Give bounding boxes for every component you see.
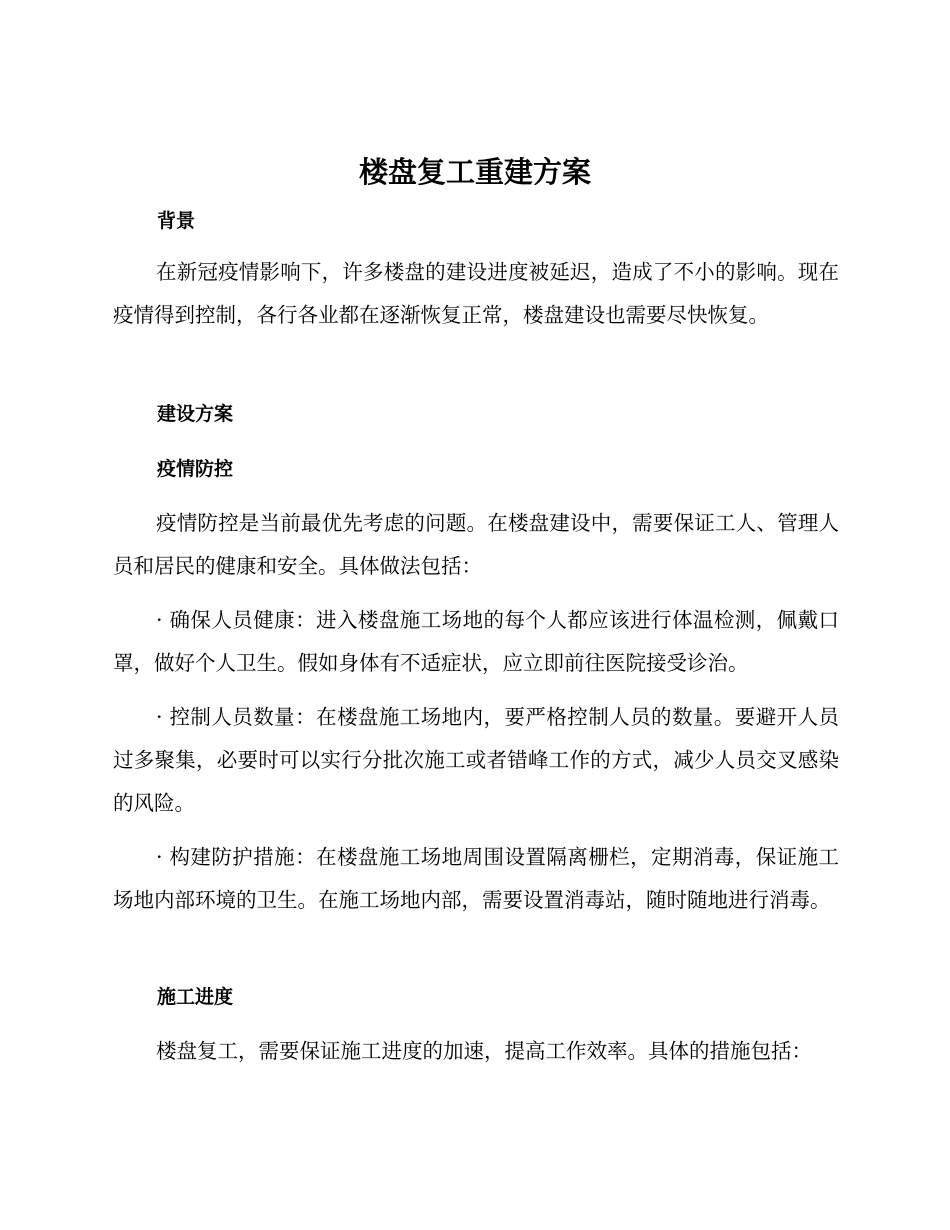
paragraph-construction-progress: 楼盘复工，需要保证施工进度的加速，提高工作效率。具体的措施包括：	[156, 1039, 812, 1063]
document-title: 楼盘复工重建方案	[358, 155, 591, 189]
paragraph-epidemic-control: 疫情防控是当前最优先考虑的问题。在楼盘建设中，需要保证工人、管理人员和居民的健康和安全。具体做法包括：	[113, 511, 839, 578]
heading-epidemic-control: 疫情防控	[157, 458, 234, 480]
heading-construction-plan: 建设方案	[157, 403, 234, 425]
paragraph-background: 在新冠疫情影响下，许多楼盘的建设进度被延迟，造成了不小的影响。现在疫情得到控制，各行各业都在逐渐恢复正常，楼盘建设也需要尽快恢复。	[113, 260, 839, 327]
bullet-ensure-health: · 确保人员健康：进入楼盘施工场地的每个人都应该进行体温检测，佩戴口罩，做好个人卫生。假如身体有不适症状，应立即前往医院接受诊治。	[113, 608, 839, 675]
bullet-protection-measures: · 构建防护措施：在楼盘施工场地周围设置隔离栅栏，定期消毒，保证施工场地内部环境的卫生。在施工场地内部，需要设置消毒站，随时随地进行消毒。	[113, 845, 839, 912]
heading-background: 背景	[157, 210, 196, 232]
heading-construction-progress: 施工进度	[157, 986, 234, 1008]
bullet-control-count: · 控制人员数量：在楼盘施工场地内，要严格控制人员的数量。要避开人员过多聚集，必要时可以实行分批次施工或者错峰工作的方式，减少人员交叉感染的风险。	[113, 705, 839, 815]
